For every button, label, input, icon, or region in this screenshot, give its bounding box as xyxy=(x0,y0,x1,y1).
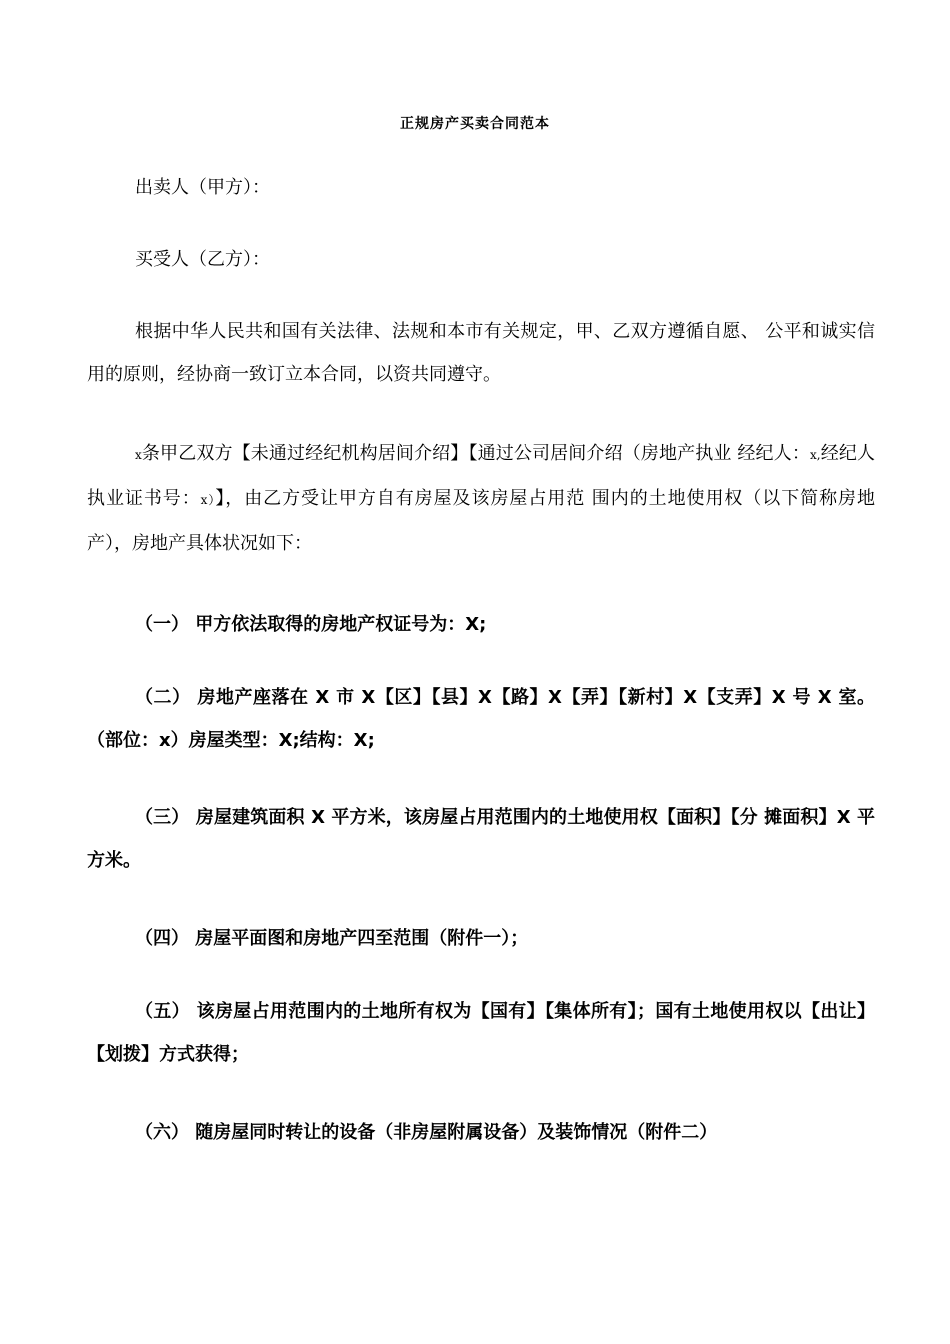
intro-paragraph: 根据中华人民共和国有关法律、法规和本市有关规定，甲、乙双方遵循自愿、 公平和诚实信用的原则，经协商一致订立本合同，以资共同遵守。 xyxy=(87,321,875,385)
article-text-b: 经纪人执业证书号： xyxy=(87,443,875,509)
document-title: 正规房产买卖合同范本 xyxy=(400,116,550,132)
license-number-placeholder: x） xyxy=(200,493,216,507)
buyer-line: 买受人（乙方）： xyxy=(135,249,270,270)
clause-item-2: （二） 房地产座落在 X 市 X【区】【县】X【路】X【弄】【新村】X【支弄】X 号 X 室。（部位：x）房屋类型：X;结构：X; xyxy=(87,687,875,751)
clause-item-5: （五） 该房屋占用范围内的土地所有权为【国有】【集体所有】；国有土地使用权以【出让】【划拨】方式获得； xyxy=(87,1001,875,1065)
article-text-c: 】，由乙方受让甲方自有房屋及该房屋占用范 围内的土地使用权（以下简称房地产），房地产具体状况如下： xyxy=(87,488,875,554)
clause-item-3: （三） 房屋建筑面积 X 平方米，该房屋占用范围内的土地使用权【面积】【分 摊面积】X 平方米。 xyxy=(87,807,875,871)
article-number: x xyxy=(135,448,142,462)
seller-line: 出卖人（甲方）： xyxy=(135,177,270,198)
clause-item-6: （六） 随房屋同时转让的设备（非房屋附属设备）及装饰情况（附件二） xyxy=(135,1122,718,1143)
clause-item-4: （四） 房屋平面图和房地产四至范围（附件一）； xyxy=(135,928,529,949)
clause-item-1: （一） 甲方依法取得的房地产权证号为：X; xyxy=(135,614,487,635)
article-one-paragraph xyxy=(87,432,875,565)
broker-name-placeholder: x, xyxy=(809,448,821,462)
article-text-a: 条甲乙双方【未通过经纪机构居间介绍】【通过公司居间介绍（房地产执业 经纪人： xyxy=(141,443,810,464)
